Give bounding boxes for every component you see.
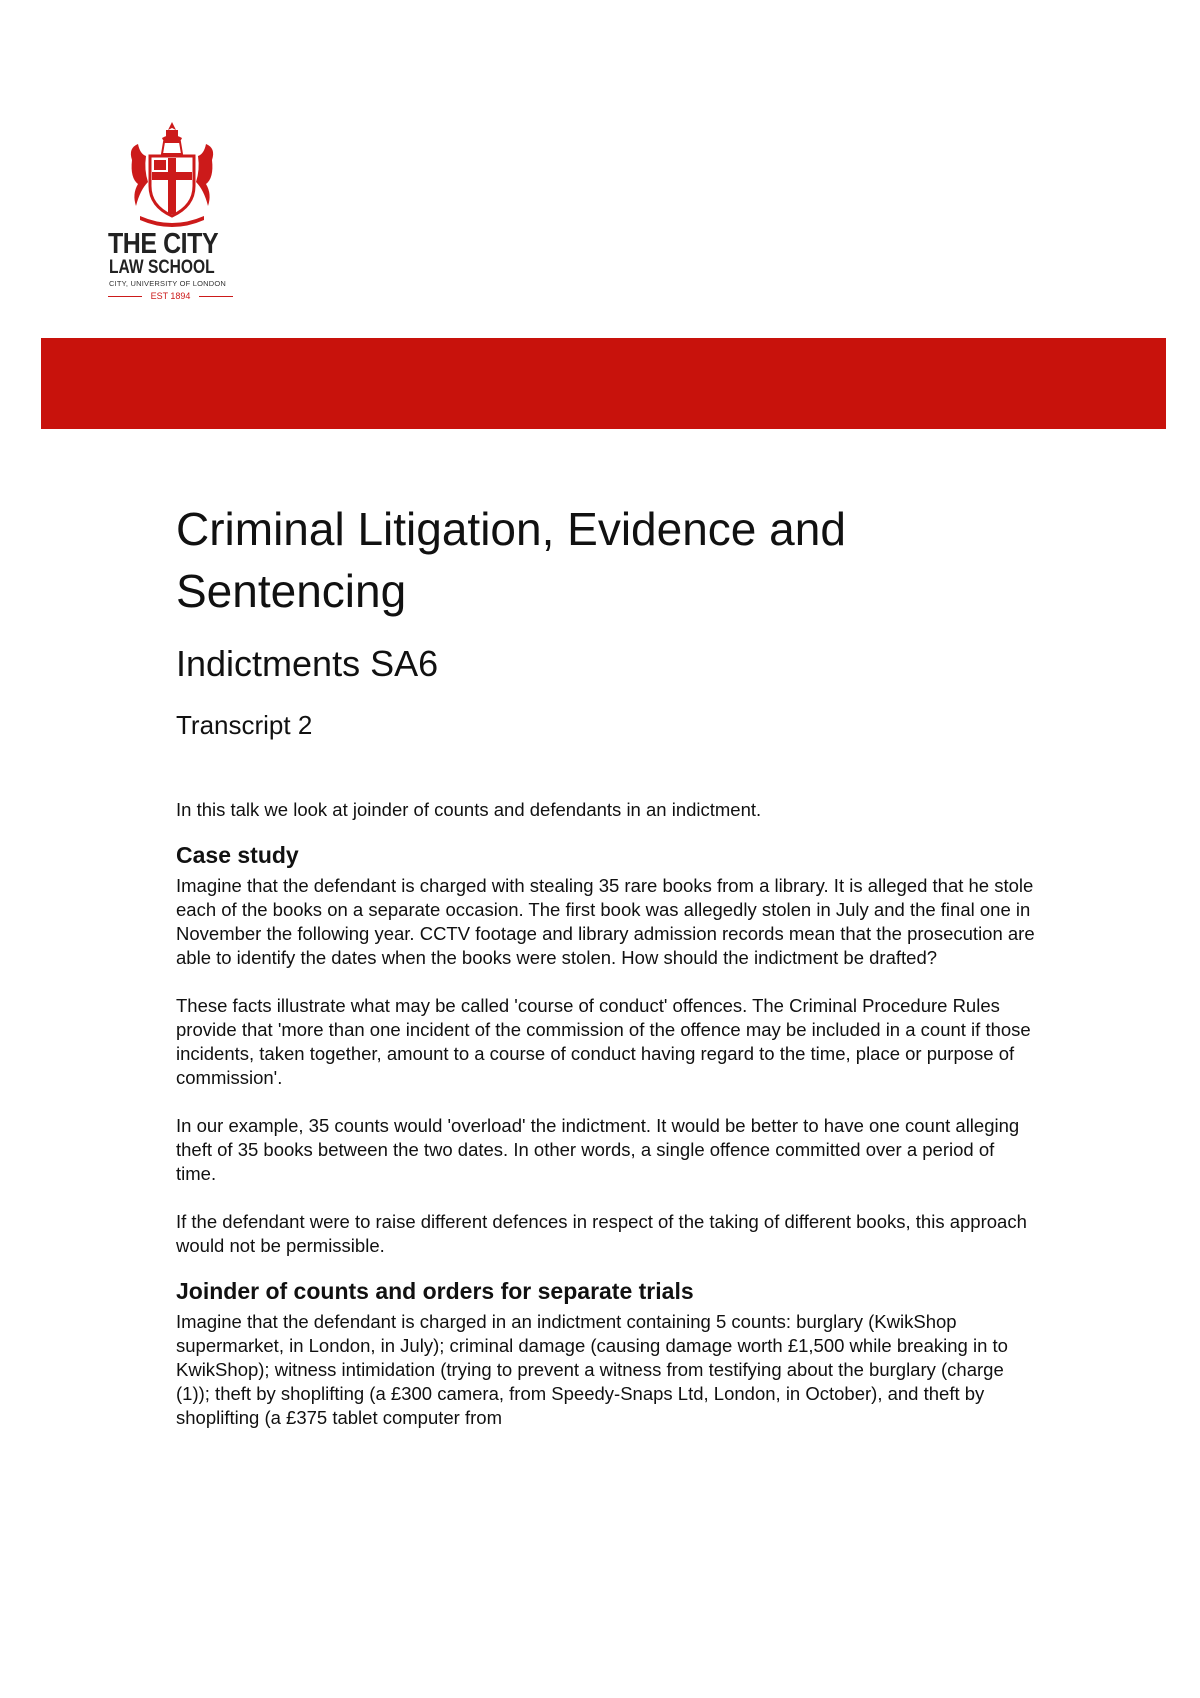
document-subtitle: Indictments SA6 <box>176 643 439 684</box>
transcript-label: Transcript 2 <box>176 710 313 740</box>
paragraph: In our example, 35 counts would 'overload' the indictment. It would be better to have one count alleging theft of 35 books between the two dates. In other words, a single offence committed over a period of time. <box>176 1115 1020 1184</box>
paragraph: If the defendant were to raise different defences in respect of the taking of different books, this approach would not be permissible. <box>176 1211 1027 1256</box>
red-banner <box>41 338 1166 429</box>
crest-icon <box>126 120 218 228</box>
logo-line-the-city: THE CITY <box>108 228 219 260</box>
logo-line-university: CITY, UNIVERSITY OF LONDON <box>109 279 227 288</box>
section-heading-case-study: Case study <box>176 842 299 868</box>
section-heading-joinder: Joinder of counts and orders for separate trials <box>176 1278 694 1304</box>
document-title: Criminal Litigation, Evidence and Sentencing <box>176 503 846 617</box>
logo-line-established: EST 1894 <box>108 290 233 302</box>
paragraph: Imagine that the defendant is charged in an indictment containing 5 counts: burglary (KwikShop supermarket, in London, in July); criminal damage (causing damage worth £1,500 while breaking in to KwikShop); witness intimidation (trying to prevent a witness from testifying about the burglary (charge (1)); theft by shoplifting (a £300 camera, from Speedy-Snaps Ltd, London, in October), and theft by shoplifting (a £375 tablet computer from <box>176 1311 1008 1428</box>
city-law-school-logo <box>108 120 238 302</box>
paragraph: These facts illustrate what may be called 'course of conduct' offences. The Criminal Procedure Rules provide that 'more than one incident of the commission of the offence may be included in a count if those incidents, taken together, amount to a course of conduct having regard to the time, place or purpose of commission'. <box>176 995 1031 1088</box>
logo-line-law-school: LAW SCHOOL <box>109 257 215 278</box>
document-body <box>176 498 1036 1430</box>
intro-paragraph: In this talk we look at joinder of counts and defendants in an indictment. <box>176 799 762 820</box>
paragraph: Imagine that the defendant is charged with stealing 35 rare books from a library. It is alleged that he stole each of the books on a separate occasion. The first book was allegedly stolen in July and the final one in November the following year. CCTV footage and library admission records mean that the prosecution are able to identify the dates when the books were stolen. How should the indictment be drafted? <box>176 875 1035 968</box>
